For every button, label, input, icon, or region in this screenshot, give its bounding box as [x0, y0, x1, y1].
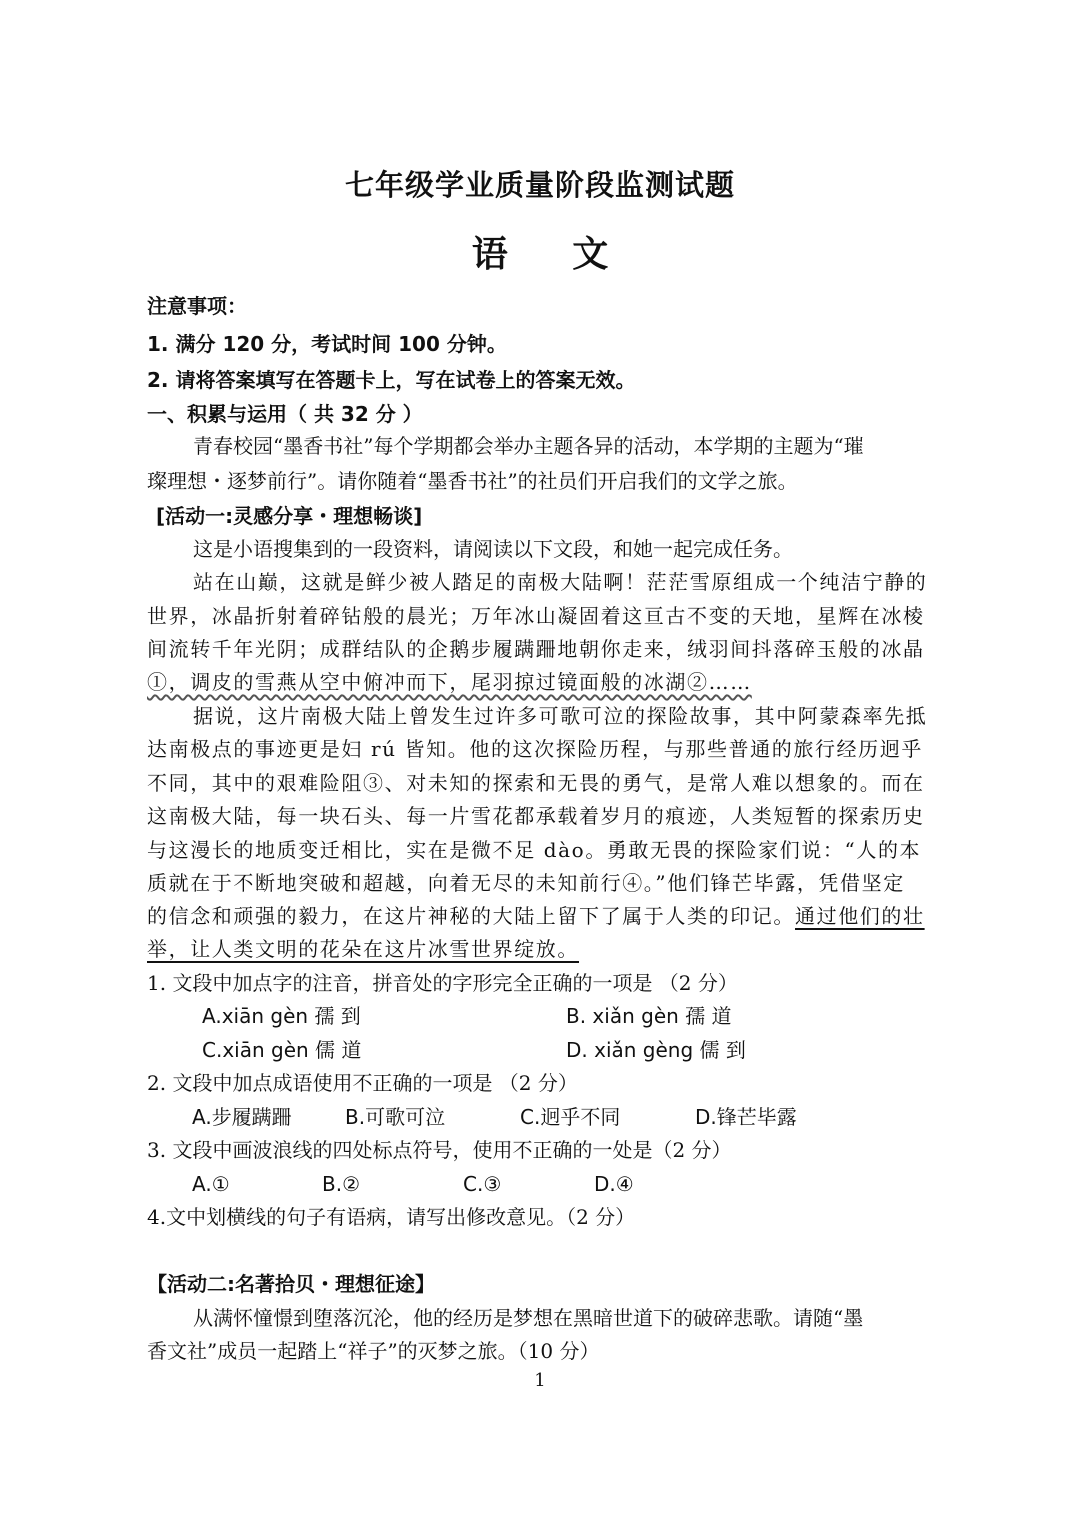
- q2-option-b: B.可歌可泣: [345, 1105, 446, 1129]
- passage-p2-line-7: [147, 900, 925, 932]
- passage-p2-line-4: 这南极大陆，每一块石头、每一片雪花都承载着岁月的痕迹，人类短暂的探索历史: [147, 804, 925, 828]
- q2-option-c: C.迥乎不同: [520, 1105, 621, 1129]
- passage-p2-line-3: 不同，其中的艰难险阻③、对未知的探索和无畏的勇气，是常人难以想象的。而在: [147, 771, 925, 795]
- question-1-stem: 1. 文段中加点字的注音，拼音处的字形完全正确的一项是 （2 分）: [147, 971, 738, 995]
- passage-p2-line-2: 达南极点的事迹更是妇 rú 皆知。他的这次探险历程，与那些普通的旅行经历迥乎: [147, 737, 923, 761]
- q1-option-d: D. xiǎn gèng 儒 到: [566, 1038, 746, 1062]
- passage-p1-line-3: 间流转千年光阴；成群结队的企鹅步履蹒跚地朝你走来，绒羽间抖落碎玉般的冰晶: [147, 637, 925, 661]
- page-number: 1: [534, 1370, 546, 1391]
- subject-title: 语 文: [471, 234, 635, 275]
- q3-option-a: A.①: [192, 1172, 230, 1196]
- question-2-stem: 2. 文段中加点成语使用不正确的一项是 （2 分）: [147, 1071, 578, 1095]
- notice-heading: 注意事项：: [147, 294, 247, 318]
- section-1-heading: 一、积累与运用（ 共 32 分 ）: [147, 402, 423, 426]
- passage-p2-line-5: 与这漫长的地质变迁相比，实在是微不足 dào。勇敢无畏的探险家们说：“人的本: [147, 838, 922, 862]
- passage-p1-line-4: [147, 666, 752, 698]
- q2-option-a: A.步履蹒跚: [192, 1105, 292, 1129]
- q3-option-d: D.④: [594, 1172, 634, 1196]
- passage-text: 的信念和顽强的毅力，在这片神秘的大陆上留下了属于人类的印记。: [147, 904, 795, 928]
- exam-title: 七年级学业质量阶段监测试题: [344, 168, 735, 202]
- activity-2-heading: 【活动二:名著拾贝・理想征途】: [147, 1272, 435, 1296]
- passage-p2-line-6: 质就在于不断地突破和超越，向着无尽的未知前行④。”他们锋芒毕露，凭借坚定: [147, 871, 905, 895]
- activity-1-intro: 这是小语搜集到的一段资料，请阅读以下文段，和她一起完成任务。: [193, 537, 793, 561]
- q1-option-a: A.xiān gèn 孺 到: [202, 1004, 361, 1028]
- passage-p2-line-1: 据说，这片南极大陆上曾发生过许多可歌可泣的探险故事，其中阿蒙森率先抵: [193, 704, 928, 728]
- question-3-stem: 3. 文段中画波浪线的四处标点符号，使用不正确的一处是（2 分）: [147, 1138, 732, 1162]
- intro-line-1: 青春校园“墨香书社”每个学期都会举办主题各异的活动，本学期的主题为“璀: [193, 434, 864, 458]
- q1-option-c: C.xiān gèn 儒 道: [202, 1038, 362, 1062]
- passage-p1-line-1: 站在山巅，这就是鲜少被人踏足的南极大陆啊！茫茫雪原组成一个纯洁宁静的: [193, 570, 928, 594]
- q3-option-c: C.③: [463, 1172, 502, 1196]
- q2-option-d: D.锋芒毕露: [695, 1105, 797, 1129]
- notice-item-2: 2. 请将答案填写在答题卡上，写在试卷上的答案无效。: [147, 368, 636, 392]
- q1-option-b: B. xiǎn gèn 孺 道: [566, 1004, 732, 1028]
- intro-line-2: 璨理想・逐梦前行”。请你随着“墨香书社”的社员们开启我们的文学之旅。: [147, 469, 798, 493]
- activity-2-line-2: 香文社”成员一起踏上“祥子”的灭梦之旅。（10 分）: [147, 1339, 600, 1363]
- wavy-punctuation-text: ①，调皮的雪燕从空中俯冲而下，尾羽掠过镜面般的冰湖②……: [147, 670, 752, 694]
- passage-p1-line-2: 世界，冰晶折射着碎钻般的晨光；万年冰山凝固着这亘古不变的天地，星辉在冰棱: [147, 604, 925, 628]
- passage-p2-line-8: [147, 933, 579, 965]
- activity-2-line-1: 从满怀憧憬到堕落沉沦，他的经历是梦想在黑暗世道下的破碎悲歌。请随“墨: [193, 1306, 864, 1330]
- underlined-sentence-start: 通过他们的壮: [795, 904, 925, 928]
- activity-1-heading: [活动一:灵感分享・理想畅谈]: [156, 504, 423, 528]
- notice-item-1: 1. 满分 120 分，考试时间 100 分钟。: [147, 332, 507, 356]
- q3-option-b: B.②: [322, 1172, 361, 1196]
- question-4-stem: 4.文中划横线的句子有语病，请写出修改意见。（2 分）: [147, 1205, 636, 1229]
- underlined-sentence-end: 举，让人类文明的花朵在这片冰雪世界绽放。: [147, 937, 579, 961]
